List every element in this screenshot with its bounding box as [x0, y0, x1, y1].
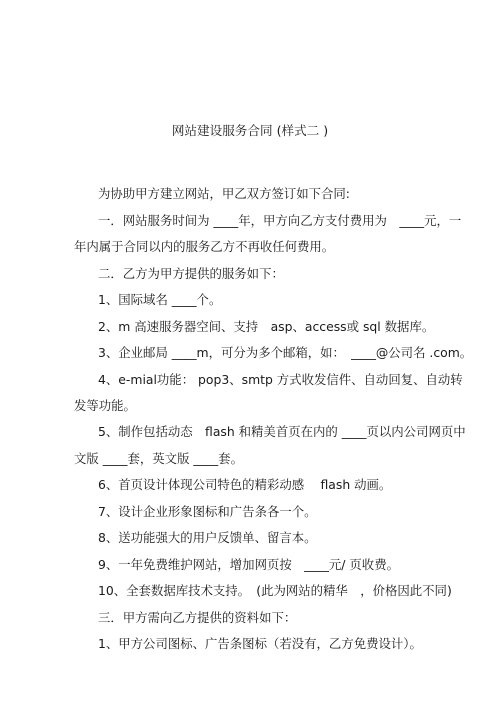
section-3-heading: 三．甲方需向乙方提供的资料如下：: [98, 610, 297, 625]
section-2-heading: 二．乙方为甲方提供的服务如下：: [98, 266, 284, 281]
materials-item-1: 1、甲方公司图标、广告条图标（若没有，乙方免费设计）。: [98, 636, 422, 651]
service-item-4-line-1: 4、e-mial功能： pop3、smtp 方式收发信件、自动回复、自动转: [98, 372, 463, 387]
service-item-6: 6、首页设计体现公司特色的精彩动感 flash 动画。: [98, 477, 392, 492]
clause-1-line-2: 年内属于合同以内的服务乙方不再收任何费用。: [74, 239, 335, 254]
service-item-1: 1、国际域名 ____个。: [98, 292, 222, 307]
service-item-5-line-1: 5、制作包括动态 flash 和精美首页在内的 ____页以内公司网页中: [98, 424, 466, 439]
document-title: 网站建设服务合同 (样式二 ): [171, 123, 329, 138]
service-item-7: 7、设计企业形象图标和广告条各一个。: [98, 504, 317, 519]
intro-line: 为协助甲方建立网站，甲乙双方签订如下合同:: [98, 186, 350, 201]
service-item-9: 9、一年免费维护网站，增加网页按 ____元/ 页收费。: [98, 557, 399, 572]
service-item-2: 2、m 高速服务器空间、支持 asp、access或 sql 数据库。: [98, 319, 435, 334]
service-item-5-line-2: 文版 ____套，英文版 ____套。: [74, 451, 243, 466]
service-item-3: 3、企业邮局 ____m，可分为多个邮箱，如： ____@公司名 .com。: [98, 345, 473, 360]
service-item-8: 8、送功能强大的用户反馈单、留言本。: [98, 530, 317, 545]
service-item-4-line-2: 发等功能。: [74, 398, 136, 413]
clause-1-line-1: 一．网站服务时间为 ____年，甲方向乙方支付费用为 ____元，一: [98, 213, 462, 228]
service-item-10: 10、全套数据库技术支持。 (此为网站的精华 ，价格因此不同): [98, 583, 452, 598]
